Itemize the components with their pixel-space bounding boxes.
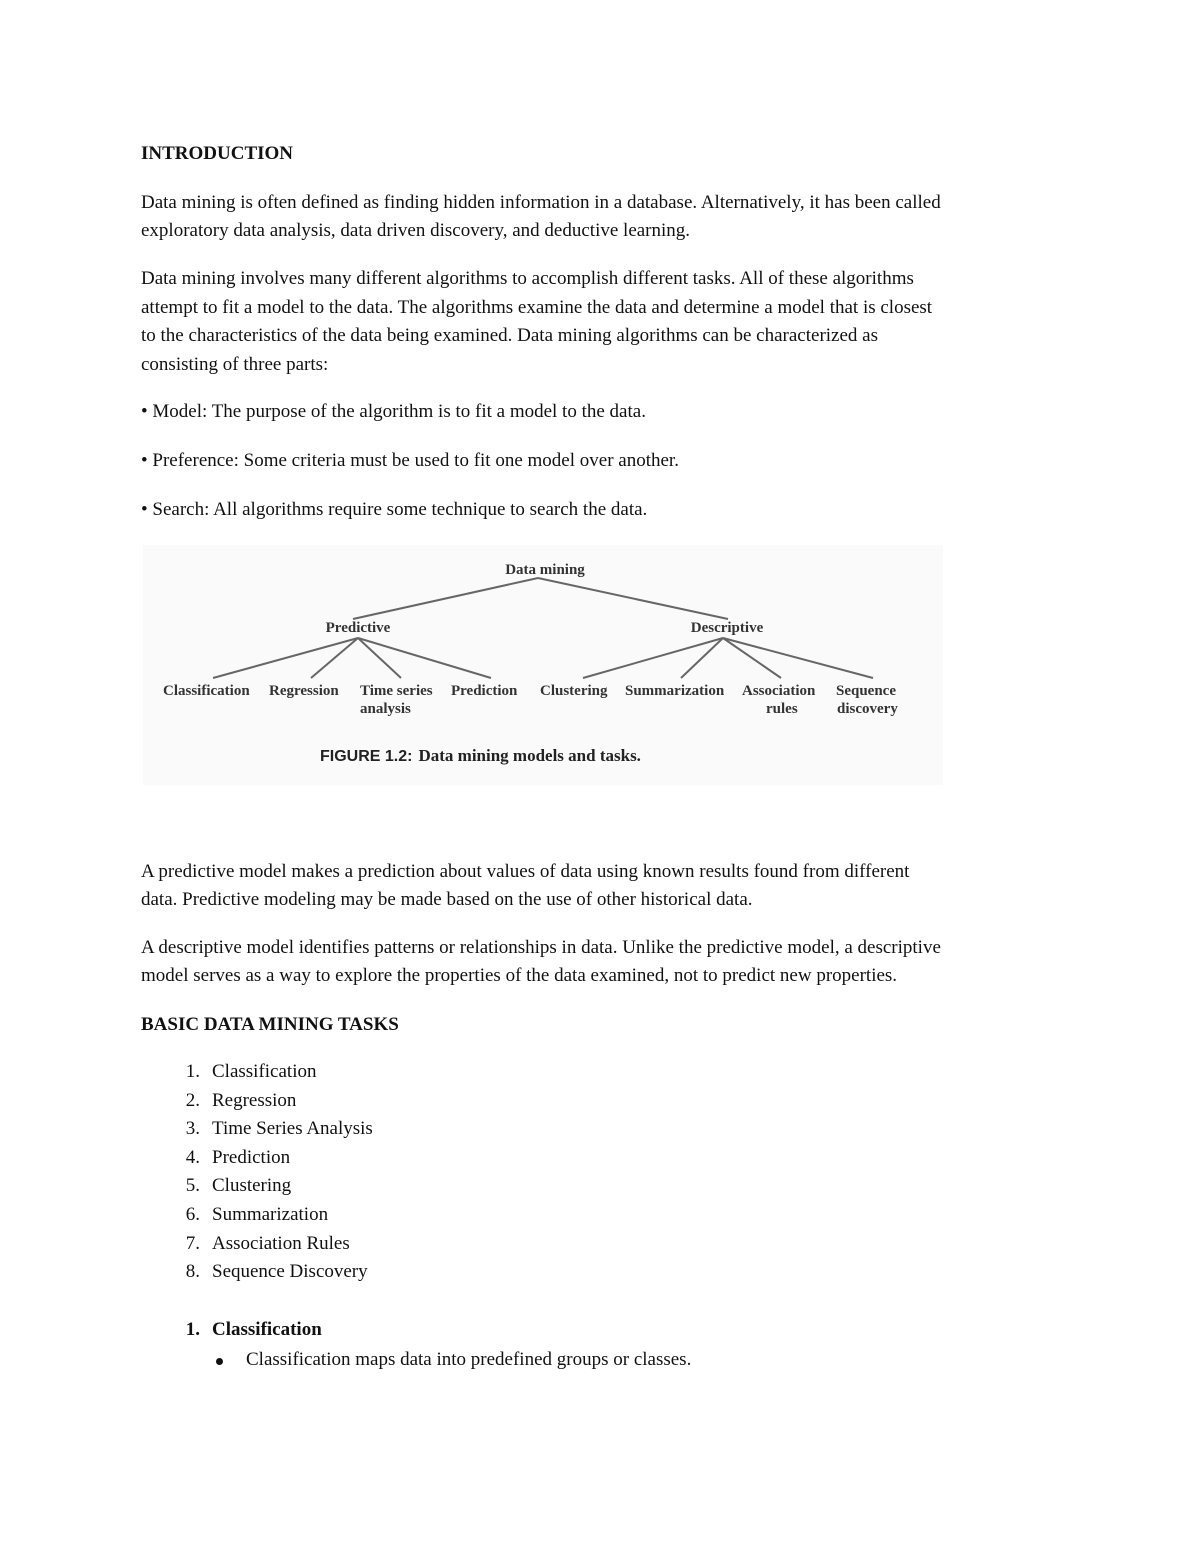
tree-diagram [143, 545, 943, 785]
figure-caption [320, 746, 641, 765]
figure-caption-lead: FIGURE 1.2: [320, 748, 413, 765]
leaf-association-rules: rules [766, 701, 798, 717]
leaf-clustering: Clustering [540, 683, 608, 699]
list-label: Regression [212, 1090, 297, 1111]
edge-predictive-classification [213, 638, 358, 678]
leaf-sequence: Sequence [836, 683, 896, 699]
section-number: 1. [185, 1319, 200, 1340]
leaf-sequence-discovery: discovery [837, 701, 898, 717]
list-label: Time Series Analysis [212, 1118, 373, 1139]
predictive-para-line: data. Predictive modeling may be made based on the use of other historical data. [141, 889, 753, 910]
descriptive-para-line: model serves as a way to explore the properties of the data examined, not to predict new properties. [141, 965, 898, 986]
node-data-mining: Data mining [505, 562, 585, 578]
list-label: Classification [212, 1061, 317, 1082]
descriptive-para-line: A descriptive model identifies patterns or relationships in data. Unlike the predictive model, a descriptive [141, 937, 941, 958]
list-number: 5. [185, 1175, 200, 1196]
list-label: Clustering [212, 1175, 292, 1196]
list-number: 6. [185, 1204, 200, 1225]
figure-data-mining-tree [143, 545, 943, 785]
leaf-time-series: Time series [360, 683, 433, 699]
list-number: 1. [185, 1061, 200, 1082]
bullet-search: • Search: All algorithms require some technique to search the data. [141, 499, 648, 520]
list-label: Summarization [212, 1204, 329, 1225]
intro-heading: INTRODUCTION [141, 143, 294, 164]
intro-para2-line: Data mining involves many different algorithms to accomplish different tasks. All of these algorithms [141, 268, 914, 289]
list-number: 7. [185, 1233, 200, 1254]
bullet-preference: • Preference: Some criteria must be used to fit one model over another. [141, 450, 679, 471]
list-number: 8. [185, 1261, 200, 1282]
edge-descriptive-sequence [723, 638, 873, 678]
intro-para1-line: Data mining is often defined as finding hidden information in a database. Alternatively, it has been called [141, 192, 941, 213]
figure-caption-text: Data mining models and tasks. [418, 746, 641, 765]
tasks-heading: BASIC DATA MINING TASKS [141, 1014, 399, 1035]
leaf-summarization: Summarization [625, 683, 725, 699]
bullet-model: • Model: The purpose of the algorithm is to fit a model to the data. [141, 401, 646, 422]
list-number: 2. [185, 1090, 200, 1111]
leaf-prediction: Prediction [451, 683, 518, 699]
list-label: Sequence Discovery [212, 1261, 368, 1282]
list-label: Prediction [212, 1147, 291, 1168]
edge-root-predictive [353, 578, 538, 619]
bullet-icon [216, 1358, 223, 1365]
section-title: Classification [212, 1319, 322, 1340]
intro-para1-line: exploratory data analysis, data driven discovery, and deductive learning. [141, 220, 691, 241]
leaf-association: Association [742, 683, 816, 699]
edge-descriptive-association [723, 638, 781, 678]
leaf-time-series-analysis: analysis [360, 701, 411, 717]
predictive-para-line: A predictive model makes a prediction about values of data using known results found from different [141, 861, 910, 882]
intro-para2-line: to the characteristics of the data being examined. Data mining algorithms can be characterized as [141, 325, 878, 346]
edge-predictive-prediction [358, 638, 491, 678]
list-number: 4. [185, 1147, 200, 1168]
list-number: 3. [185, 1118, 200, 1139]
intro-para2-line: consisting of three parts: [141, 354, 329, 375]
classification-bullet-text: Classification maps data into predefined groups or classes. [246, 1349, 692, 1370]
tree-connectors [213, 578, 873, 678]
node-descriptive: Descriptive [690, 620, 764, 636]
node-predictive: Predictive [325, 620, 391, 636]
list-label: Association Rules [212, 1233, 350, 1254]
intro-para2-line: attempt to fit a model to the data. The algorithms examine the data and determine a model that is closest [141, 297, 933, 318]
edge-root-descriptive [538, 578, 728, 619]
leaf-classification: Classification [163, 683, 250, 699]
leaf-regression: Regression [269, 683, 339, 699]
